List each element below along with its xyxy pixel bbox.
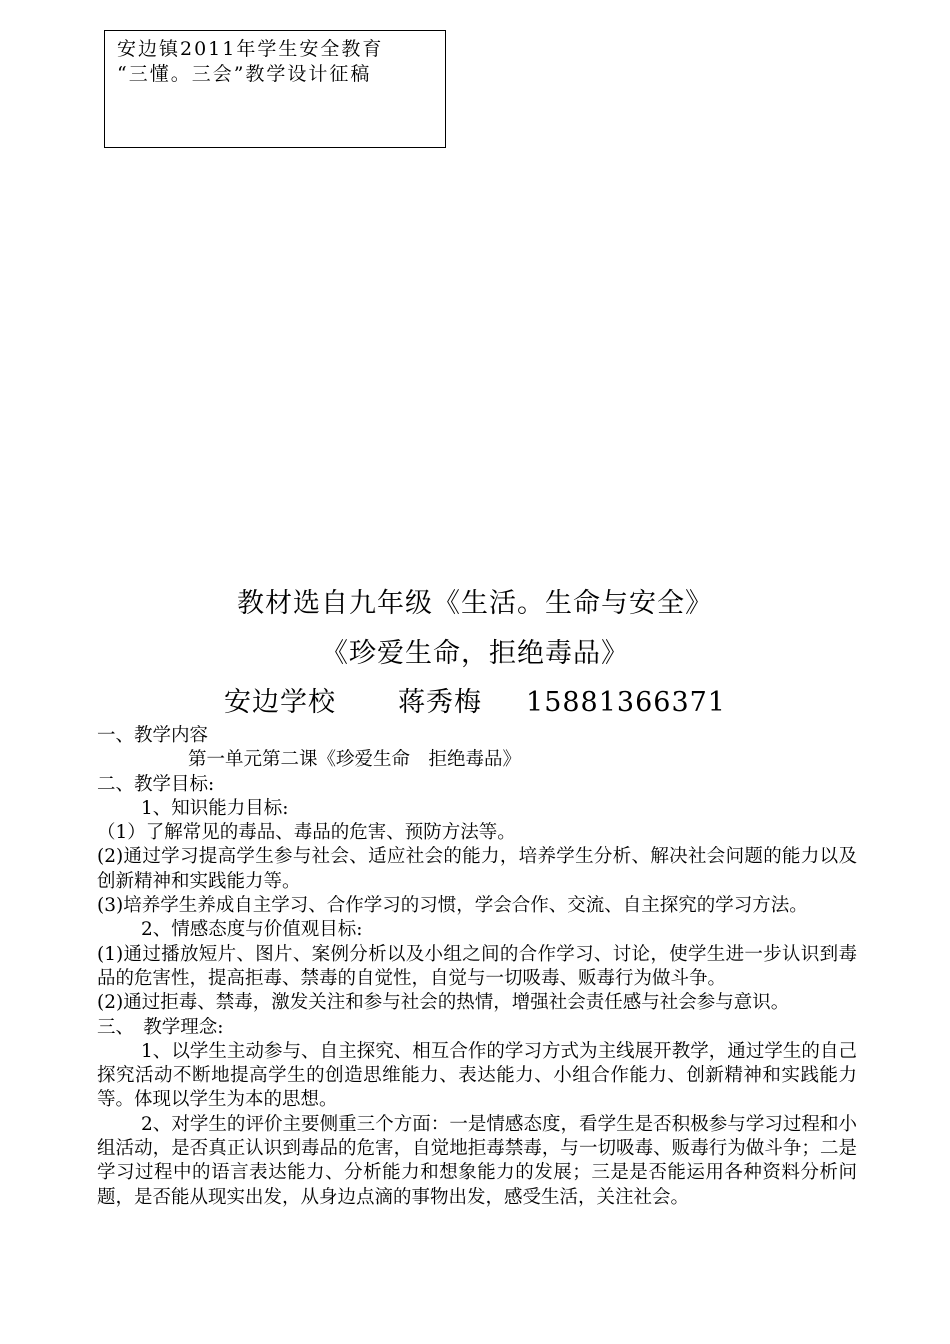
attitude-goal-heading: 2、情感态度与价值观目标: [141, 919, 363, 941]
attitude-goal-item-1: (1)通过播放短片、图片、案例分析以及小组之间的合作学习、讨论，使学生进一步认识到毒品的危害性，提高拒毒、禁毒的自觉性，自觉与一切吸毒、贩毒行为做斗争。 [97, 943, 857, 989]
knowledge-goal-item-3: (3)培养学生养成自主学习、合作学习的习惯，学会合作、交流、自主探究的学习方法。 [97, 895, 808, 917]
author-name: 蒋秀梅 [398, 687, 483, 718]
knowledge-goal-item-2: (2)通过学习提高学生参与社会、适应社会的能力，培养学生分析、解决社会问题的能力以及创新精神和实践能力等。 [97, 846, 857, 892]
philosophy-paragraph-2: 2、对学生的评价主要侧重三个方面：一是情感态度，看学生是否积极参与学习过程和小组活动，是否真正认识到毒品的危害，自觉地拒毒禁毒，与一切吸毒、贩毒行为做斗争；二是学习过程中的语言表达能力、分析能力和想象能力的发展；三是是否能运用各种资料分析问题，是否能从现实出发，从身边点滴的事物出发，感受生活，关注社会。 [97, 1113, 857, 1208]
section-3-heading: 三、 教学理念: [97, 1016, 224, 1038]
lesson-title: 《珍爱生命，拒绝毒品》 [321, 638, 629, 669]
school-name: 安边学校 [224, 687, 337, 718]
author-line [0, 680, 950, 719]
author-phone: 15881366371 [526, 687, 726, 718]
section-1-heading: 一、教学内容 [97, 725, 209, 746]
header-line-2: “三懂。三会”教学设计征稿 [117, 63, 372, 85]
submission-header-box [104, 30, 446, 148]
section-1-content: 第一单元第二课《珍爱生命 拒绝毒品》 [188, 749, 522, 771]
knowledge-goal-item-1: （1）了解常见的毒品、毒品的危害、预防方法等。 [97, 822, 516, 844]
section-2-heading: 二、教学目标: [97, 773, 215, 795]
knowledge-goal-heading: 1、知识能力目标: [141, 797, 289, 819]
attitude-goal-item-2: (2)通过拒毒、禁毒，激发关注和参与社会的热情，增强社会责任感与社会参与意识。 [97, 992, 790, 1014]
header-line-1: 安边镇2011年学生安全教育 [117, 38, 384, 60]
document-body [97, 724, 857, 1210]
philosophy-paragraph-1: 1、以学生主动参与、自主探究、相互合作的学习方式为主线展开教学，通过学生的自己探究活动不断地提高学生的创造思维能力、表达能力、小组合作能力、创新精神和实践能力等。体现以学生为本的思想。 [97, 1040, 857, 1111]
textbook-source-title: 教材选自九年级《生活。生命与安全》 [237, 588, 713, 619]
